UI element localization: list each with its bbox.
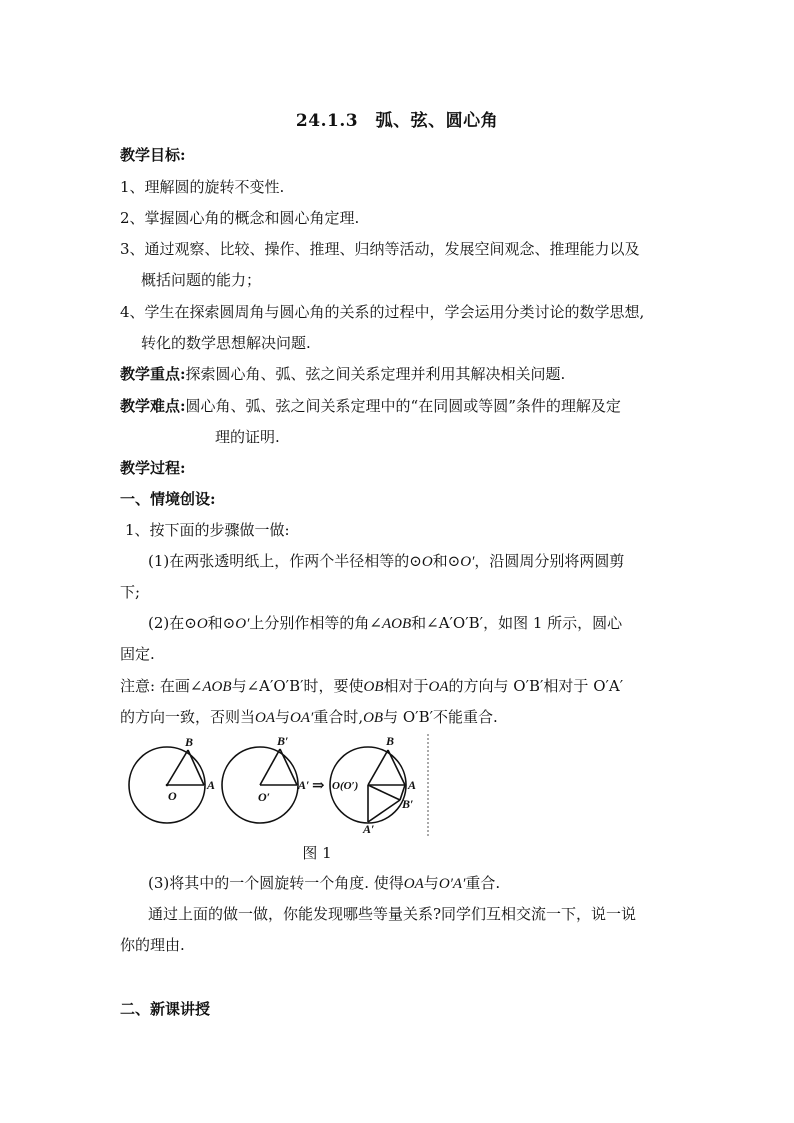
step-2-text-a: (2)在⊙ — [148, 614, 197, 632]
goal-item-1: 1、理解圆的旋转不变性. — [120, 178, 285, 196]
step-3-text-b: 与 — [423, 874, 439, 892]
process-heading: 教学过程: — [120, 459, 186, 477]
difficulty — [120, 396, 621, 416]
step-3-oa2: O′A′ — [438, 876, 466, 892]
label-a-prime: A′ — [298, 778, 310, 792]
key-points-label: 教学重点: — [120, 365, 186, 383]
note-text-b: 与∠A′O′B′时，要使 — [231, 677, 364, 695]
label-b: B — [185, 735, 194, 749]
step-1-cont: 下; — [120, 583, 141, 601]
step-2-cont: 固定. — [120, 645, 155, 663]
radius-ob-prime — [260, 749, 280, 785]
figure-caption: 图 1 — [302, 844, 332, 862]
note2-oa2: OA′ — [290, 710, 314, 726]
step-3-oa: OA — [403, 876, 424, 892]
difficulty-text-cont: 理的证明. — [215, 428, 280, 446]
label-o-o-prime: O(O′) — [332, 780, 359, 792]
label-o-prime: O′ — [258, 790, 271, 804]
note2-text-d: 与 O′B′不能重合. — [383, 708, 498, 726]
step-2-aob: AOB — [381, 616, 412, 632]
radius-ob — [167, 750, 188, 785]
label-b-prime: B′ — [277, 734, 289, 748]
label-b-overlap: B — [386, 734, 395, 748]
note-line-1 — [120, 676, 623, 697]
figure-1-diagram — [120, 732, 440, 838]
note2-ob: OB — [363, 710, 384, 726]
step-1 — [148, 551, 624, 572]
note-text-c: 相对于 — [383, 677, 429, 695]
goal-item-3: 3、通过观察、比较、操作、推理、归纳等活动，发展空间观念、推理能力以及 — [120, 240, 640, 258]
difficulty-text: 圆心角、弧、弦之间关系定理中的“在同圆或等圆”条件的理解及定 — [185, 397, 621, 415]
goal-item-2: 2、掌握圆心角的概念和圆心角定理. — [120, 209, 360, 227]
radius-ob-prime-overlap — [368, 785, 400, 800]
page-title: 24.1.3 弧、弦、圆心角 — [295, 111, 499, 131]
note-oa: OA — [428, 679, 449, 695]
key-points — [120, 364, 565, 384]
note-aob: AOB — [202, 679, 232, 695]
note-ob: OB — [363, 679, 384, 695]
note2-text-b: 与 — [275, 708, 291, 726]
discussion-line-2: 你的理由. — [120, 936, 185, 954]
note2-oa: OA — [255, 710, 276, 726]
step-2 — [148, 613, 622, 634]
note2-text-c: 重合时, — [313, 708, 364, 726]
goal-item-3-cont: 概括问题的能力； — [141, 271, 262, 289]
label-a: A — [207, 778, 216, 792]
step-1-o2: O′ — [460, 554, 475, 570]
step-3 — [148, 873, 500, 894]
radius-ob-overlap — [368, 750, 388, 785]
note-text-a: 注意: 在画∠ — [120, 677, 203, 695]
step-3-text-a: (3)将其中的一个圆旋转一个角度. 使得 — [148, 874, 404, 892]
goal-item-4: 4、学生在探索圆周角与圆心角的关系的过程中，学会运用分类讨论的数学思想, — [120, 303, 645, 321]
label-a-overlap: A — [408, 778, 417, 792]
label-a-prime-overlap: A′ — [363, 822, 375, 836]
goals-heading: 教学目标: — [120, 146, 186, 164]
section-2-heading: 二、新课讲授 — [120, 1000, 211, 1018]
difficulty-label: 教学难点: — [120, 397, 186, 415]
step-intro: 1、按下面的步骤做一做: — [125, 521, 290, 539]
step-2-o: O — [196, 616, 208, 632]
step-2-o2: O′ — [235, 616, 250, 632]
discussion-line-1: 通过上面的做一做，你能发现哪些等量关系?同学们互相交流一下，说一说 — [148, 905, 637, 923]
goal-item-4-cont: 转化的数学思想解决问题. — [141, 334, 311, 352]
arrow-implies: ⇒ — [312, 778, 325, 794]
step-1-text-b: 和⊙ — [432, 552, 461, 570]
key-points-text: 探索圆心角、弧、弦之间关系定理并利用其解决相关问题. — [185, 365, 566, 383]
section-1-heading: 一、情境创设: — [120, 490, 216, 508]
step-2-text-d: 和∠A′O′B′，如图 1 所示，圆心 — [411, 614, 623, 632]
chord-ab-prime — [280, 749, 297, 785]
center-dot-o — [166, 784, 169, 787]
step-3-text-c: 重合. — [465, 874, 501, 892]
label-b-prime-overlap: B′ — [402, 797, 414, 811]
note-line-2 — [120, 707, 498, 728]
step-2-text-b: 和⊙ — [207, 614, 236, 632]
step-2-text-c: 上分别作相等的角∠ — [249, 614, 382, 632]
label-o: O — [168, 789, 177, 803]
step-1-o: O — [421, 554, 433, 570]
note-text-d: 的方向与 O′B′相对于 O′A′ — [448, 677, 624, 695]
step-1-text-c: ，沿圆周分别将两圆剪 — [474, 552, 625, 570]
step-1-text-a: (1)在两张透明纸上，作两个半径相等的⊙ — [148, 552, 422, 570]
note2-text-a: 的方向一致，否则当 — [120, 708, 256, 726]
